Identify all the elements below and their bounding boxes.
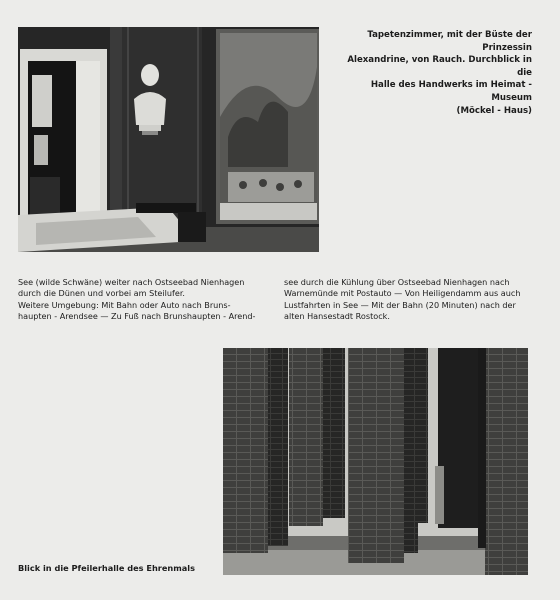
pillar-hall-illustration bbox=[223, 348, 528, 575]
body-text-left bbox=[18, 277, 264, 323]
wallpaper-room-illustration bbox=[18, 27, 319, 252]
photo-wallpaper-room bbox=[18, 27, 319, 252]
text-line: Weitere Umgebung: Mit Bahn oder Auto nach Bruns- bbox=[18, 299, 231, 310]
room-caption-line: Alexandrine, von Rauch. Durchblick in die bbox=[347, 55, 532, 78]
text-line: durch die Dünen und vorbei am Steilufer. bbox=[18, 288, 185, 299]
text-line: See (wilde Schwäne) weiter nach Ostseebad Nienhagen bbox=[18, 277, 245, 287]
text-line: haupten - Arendsee — Zu Fuß nach Brunshaupten - Arend- bbox=[18, 311, 256, 322]
text-line: alten Hansestadt Rostock. bbox=[284, 311, 390, 322]
body-text-right bbox=[284, 277, 529, 323]
room-caption bbox=[335, 29, 532, 117]
room-caption-line: Halle des Handwerks im Heimat - Museum bbox=[370, 80, 532, 103]
text-line: Warnemünde mit Postauto — Von Heiligendamm aus auch bbox=[284, 288, 521, 299]
text-line: Lustfahrten in See — Mit der Bahn (20 Minuten) nach der bbox=[284, 299, 516, 310]
room-caption-line: (Möckel - Haus) bbox=[456, 105, 532, 116]
hall-caption: Blick in die Pfeilerhalle des Ehrenmals bbox=[18, 563, 195, 573]
text-line: see durch die Kühlung über Ostseebad Nienhagen nach bbox=[284, 277, 510, 287]
photo-pillar-hall bbox=[223, 348, 528, 575]
room-caption-line: Tapetenzimmer, mit der Büste der Prinzessin bbox=[367, 30, 532, 53]
